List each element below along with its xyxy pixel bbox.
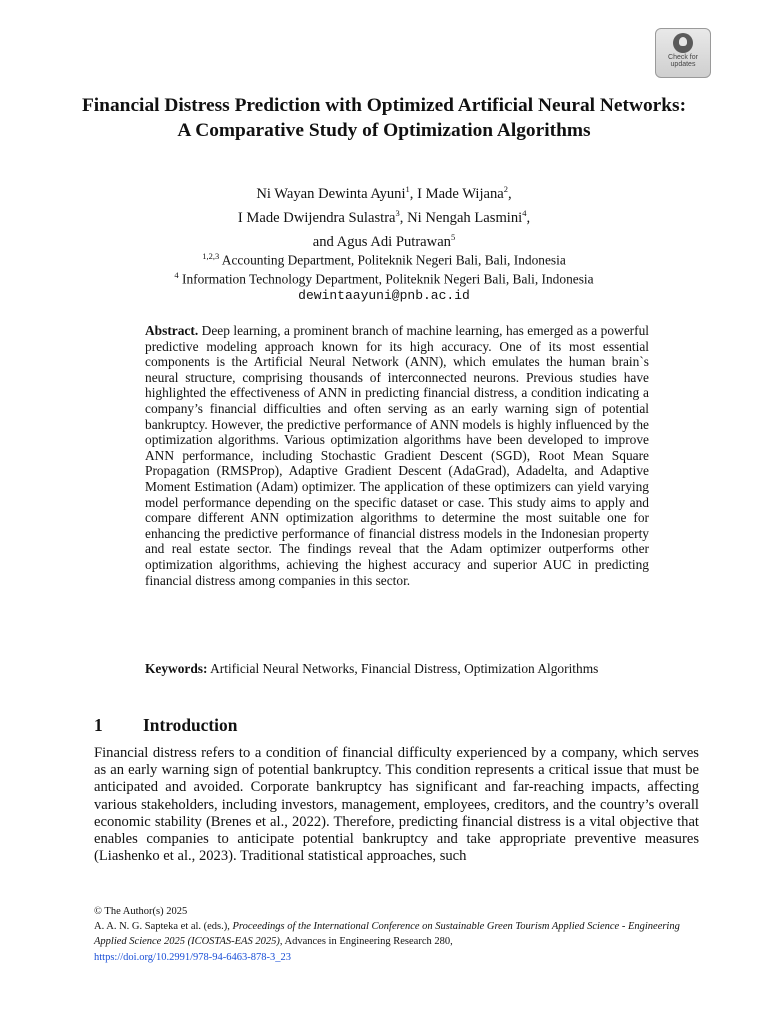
email-link[interactable]: dewintaayuni@pnb.ac.id bbox=[298, 287, 470, 303]
page-footer bbox=[94, 904, 699, 965]
affil-mark: 4 bbox=[174, 269, 179, 280]
proceedings-title: Proceedings of the International Conference on Sustainable Green Tourism Applied Science - Engineering Applied Science 2025 (ICOSTAS-EAS 2025) bbox=[94, 921, 680, 948]
keywords bbox=[145, 661, 649, 677]
abstract bbox=[145, 323, 649, 588]
copyright-line: © The Author(s) 2025 bbox=[94, 906, 188, 917]
author-affil-mark: 5 bbox=[450, 231, 456, 242]
author-name: I Made Dwijendra Sulastra bbox=[237, 209, 396, 226]
author-name: I Made Wijana bbox=[417, 185, 504, 202]
badge-line-1: Check for bbox=[668, 54, 698, 61]
author-affil-mark: 2 bbox=[503, 184, 509, 194]
affiliation: Accounting Department, Politeknik Negeri Bali, Bali, Indonesia bbox=[219, 252, 566, 268]
keywords-text: Artificial Neural Networks, Financial Distress, Optimization Algorithms bbox=[207, 661, 599, 676]
abstract-text: Deep learning, a prominent branch of machine learning, has emerged as a powerful predictive modeling approach known for its high accuracy. One of its most essential components is the Artificial Neural Network (ANN), which emulates the human brain`s neural structure, comprising thousands of interconnected neurons. Previous studies have highlighted the effectiveness of ANN in predicting financial distress, a condition indicating a company’s financial difficulties and often serving as an early warning sign of potential bankruptcy. However, the predictive performance of ANN models is highly influenced by the optimization algorithms. Various optimization algorithms have been developed to improve ANN performance, including Stochastic Gradient Descent (SGD), Root Mean Square Propagation (RMSProp), Adaptive Gradient Descent (AdaGrad), Adadelta, and Adaptive Moment Estimation (Adam) optimizer. The application of these optimizers can yield varying model performance depending on the specific dataset or case. This study aims to apply and compare different ANN optimization algorithms to determine the most suitable one for enhancing the predictive performance of financial distress models in the Indonesian property and real estate sector. The findings reveal that the Adam optimizer outperforms other optimization algorithms, achieving the highest accuracy and superior AUC in predicting financial distress among companies in this sector. bbox=[145, 323, 649, 588]
doi-link[interactable]: https://doi.org/10.2991/978-94-6463-878-3_23 bbox=[94, 951, 291, 963]
abstract-label: Abstract. bbox=[145, 323, 199, 338]
author-affil-mark: 3 bbox=[395, 207, 400, 218]
series-info: , Advances in Engineering Research 280, bbox=[279, 936, 453, 948]
check-for-updates-badge[interactable] bbox=[655, 28, 711, 78]
affiliation: Information Technology Department, Politeknik Negeri Bali, Bali, Indonesia bbox=[178, 271, 594, 287]
author-list: Ni Wayan Dewinta Ayuni$^1$, I Made Wijana$^2$, I Made Dwijendra Sulastra$^3$, Ni Nengah Lasmini$^4$, and Agus Adi Putrawan$^5$ bbox=[237, 184, 531, 250]
intro-paragraph: Financial distress refers to a condition of financial difficulty experienced by a company, which serves as an early warning sign of potential bankruptcy. This condition represents a critical issue that must be anticipated and avoided. Corporate bankruptcy has significant and far-reaching impacts, affecting various stakeholders, including investors, management, employees, creditors, and the country’s overall economic stability (Brenes et al., 2022). Therefore, predicting financial distress is a vital objective that enables companies to anticipate potential bankruptcy and take appropriate preventive measures (Liashenko et al., 2023). Traditional statistical approaches, such bbox=[94, 745, 699, 865]
author-affil-mark: 4 bbox=[522, 207, 527, 218]
section-title: Introduction bbox=[143, 715, 238, 735]
editors: A. A. N. G. Sapteka et al. (eds.), bbox=[94, 921, 233, 933]
author-affil-mark: 1 bbox=[405, 184, 410, 194]
section-number: 1 bbox=[94, 715, 103, 735]
keywords-label: Keywords: bbox=[145, 661, 208, 676]
author-name: Ni Wayan Dewinta Ayuni bbox=[256, 185, 406, 202]
citation-line bbox=[94, 919, 699, 949]
paper-title: Financial Distress Prediction with Optimized Artificial Neural Networks: A Comparative Study of Optimization Algorithms bbox=[81, 95, 687, 141]
check-for-updates-icon bbox=[673, 33, 693, 53]
badge-line-2: updates bbox=[670, 61, 696, 68]
section-heading bbox=[94, 714, 237, 736]
affil-mark: 1,2,3 bbox=[202, 251, 220, 261]
author-name: and Agus Adi Putrawan bbox=[312, 233, 451, 250]
affiliations bbox=[100, 249, 668, 303]
author-name: Ni Nengah Lasmini bbox=[407, 209, 523, 226]
